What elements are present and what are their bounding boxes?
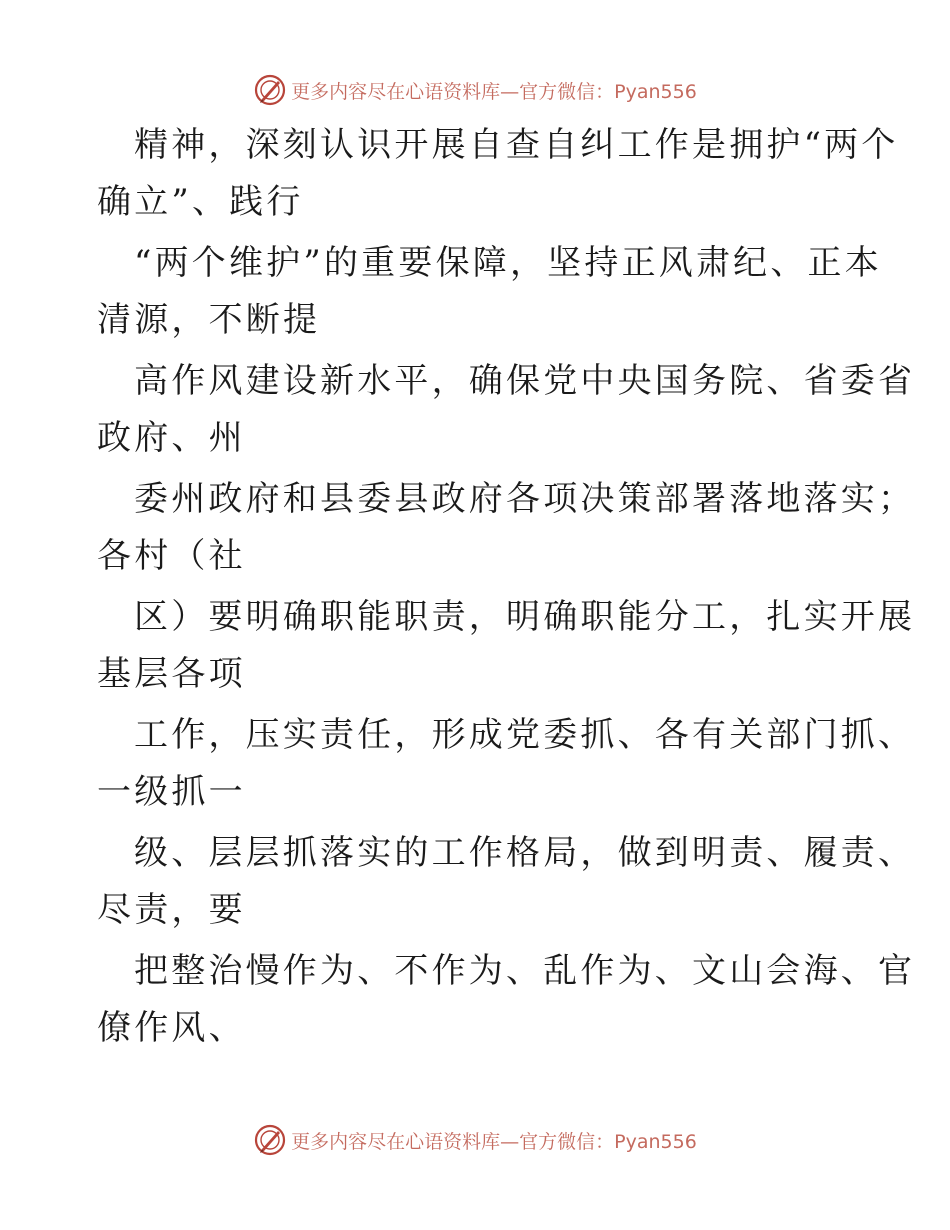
watermark-account: Pyan556 bbox=[614, 1130, 697, 1153]
paragraph-line: 区）要明确职能职责，明确职能分工，扎实开展 bbox=[134, 597, 916, 637]
paragraph bbox=[0, 587, 950, 705]
paragraph-line: 确立”、践行 bbox=[97, 182, 304, 222]
paragraph-line: 委州政府和县委县政府各项决策部署落地落实； bbox=[134, 479, 916, 519]
watermark-text bbox=[291, 77, 697, 104]
paragraph-line: 政府、州 bbox=[97, 418, 246, 458]
footer-watermark bbox=[0, 1120, 950, 1160]
paragraph-line: 基层各项 bbox=[97, 654, 246, 694]
paragraph bbox=[0, 469, 950, 587]
paragraph bbox=[0, 351, 950, 469]
paragraph bbox=[0, 823, 950, 941]
watermark-text bbox=[291, 1127, 697, 1154]
quill-pen-seal-icon bbox=[253, 1123, 287, 1157]
watermark-account: Pyan556 bbox=[614, 80, 697, 103]
paragraph-line: 各村（社 bbox=[97, 536, 246, 576]
paragraph-line: “两个维护”的重要保障，坚持正风肃纪、正本 bbox=[134, 243, 882, 283]
document-body bbox=[0, 115, 950, 1059]
watermark-label: 更多内容尽在心语资料库—官方微信： bbox=[291, 80, 615, 103]
paragraph-line: 清源，不断提 bbox=[97, 300, 321, 340]
paragraph-line: 一级抓一 bbox=[97, 772, 246, 812]
watermark-label: 更多内容尽在心语资料库—官方微信： bbox=[291, 1130, 615, 1153]
paragraph bbox=[0, 115, 950, 233]
header-watermark bbox=[0, 70, 950, 110]
paragraph bbox=[0, 233, 950, 351]
paragraph-line: 僚作风、 bbox=[97, 1008, 246, 1048]
paragraph bbox=[0, 941, 950, 1059]
paragraph-line: 级、层层抓落实的工作格局，做到明责、履责、 bbox=[134, 833, 916, 873]
paragraph-line: 高作风建设新水平，确保党中央国务院、省委省 bbox=[134, 361, 916, 401]
paragraph-line: 尽责，要 bbox=[97, 890, 246, 930]
quill-pen-seal-icon bbox=[253, 73, 287, 107]
paragraph-line: 精神，深刻认识开展自查自纠工作是拥护“两个 bbox=[134, 125, 899, 165]
paragraph-line: 工作，压实责任，形成党委抓、各有关部门抓、 bbox=[134, 715, 916, 755]
paragraph-line: 把整治慢作为、不作为、乱作为、文山会海、官 bbox=[134, 951, 916, 991]
paragraph bbox=[0, 705, 950, 823]
